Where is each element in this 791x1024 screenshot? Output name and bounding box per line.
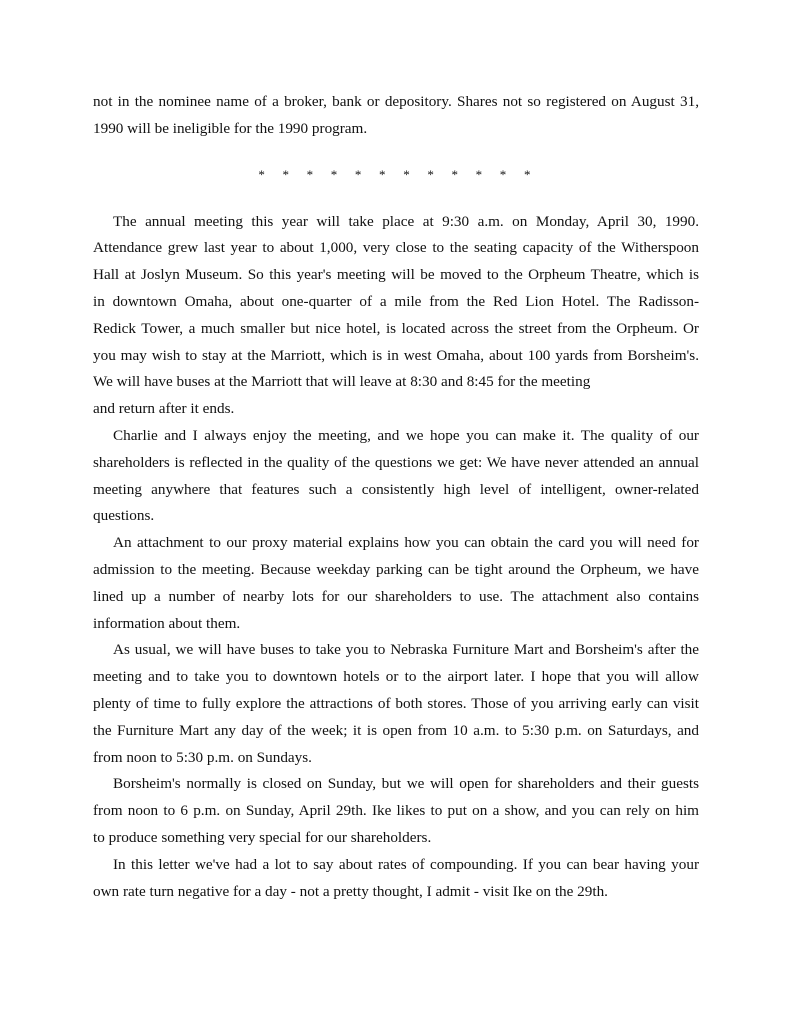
paragraph-attachment [93, 530, 699, 637]
text-line: The annual meeting this year will take place at 9:30 a.m. on Monday, April 30, 1990. [113, 212, 699, 230]
text-line: the Furniture Mart any day of the week; it is open from 10 a.m. to 5:30 p.m. on Saturdays, and [93, 721, 699, 739]
text-line: As usual, we will have buses to take you to Nebraska Furniture Mart and Borsheim's after the [113, 641, 699, 659]
text-line: from noon to 6 p.m. on Sunday, April 29th. Ike likes to put on a show, and you can rely on him [93, 802, 699, 820]
paragraph-charlie [93, 423, 699, 530]
section-separator: * * * * * * * * * * * * [258, 166, 538, 182]
text-line: Attendance grew last year to about 1,000, very close to the seating capacity of the Witherspoon [93, 239, 699, 257]
text-line: 1990 will be ineligible for the 1990 program. [93, 119, 368, 137]
text-line: An attachment to our proxy material explains how you can obtain the card you will need for [113, 534, 699, 552]
intro-paragraph [93, 89, 699, 143]
text-line: from noon to 5:30 p.m. on Sundays. [93, 748, 312, 766]
text-line: lined up a number of nearby lots for our shareholders to use. The attachment also contains [93, 587, 699, 605]
text-line: Redick Tower, a much smaller but nice hotel, is located across the street from the Orpheum. Or [93, 319, 699, 337]
text-line: meeting and to take you to downtown hotels or to the airport later. I hope that you will allow [93, 668, 699, 686]
text-line: admission to the meeting. Because weekday parking can be tight around the Orpheum, we have [93, 560, 699, 578]
text-line: meeting anywhere that features such a consistently high level of intelligent, owner-related [93, 480, 699, 498]
text-line: own rate turn negative for a day - not a pretty thought, I admit - visit Ike on the 29th. [93, 882, 608, 900]
text-line: to produce something very special for our shareholders. [93, 828, 432, 846]
text-line: in downtown Omaha, about one-quarter of a mile from the Red Lion Hotel. The Radisson- [93, 292, 699, 310]
text-line: questions. [93, 507, 155, 525]
text-line: In this letter we've had a lot to say about rates of compounding. If you can bear having your [113, 855, 699, 873]
text-line: Charlie and I always enjoy the meeting, and we hope you can make it. The quality of our [113, 426, 699, 444]
paragraph-annual-meeting [93, 209, 699, 423]
text-line: We will have buses at the Marriott that will leave at 8:30 and 8:45 for the meeting [93, 373, 591, 391]
text-line: you may wish to stay at the Marriott, which is in west Omaha, about 100 yards from Borsheim's. [93, 346, 699, 364]
paragraph-compounding [93, 852, 699, 906]
paragraph-buses [93, 637, 699, 771]
letter-page [93, 89, 699, 905]
text-line: and return after it ends. [93, 400, 235, 418]
text-line: not in the nominee name of a broker, bank or depository. Shares not so registered on August 31, [93, 93, 699, 110]
paragraph-borsheims [93, 771, 699, 851]
text-line: information about them. [93, 614, 241, 632]
text-line: Hall at Joslyn Museum. So this year's meeting will be moved to the Orpheum Theatre, which is [93, 266, 699, 284]
text-line: plenty of time to fully explore the attractions of both stores. Those of you arriving early can visit [93, 694, 699, 712]
text-line: shareholders is reflected in the quality of the questions we get: We have never attended an annual [93, 453, 699, 471]
text-line: Borsheim's normally is closed on Sunday, but we will open for shareholders and their guests [113, 775, 699, 793]
